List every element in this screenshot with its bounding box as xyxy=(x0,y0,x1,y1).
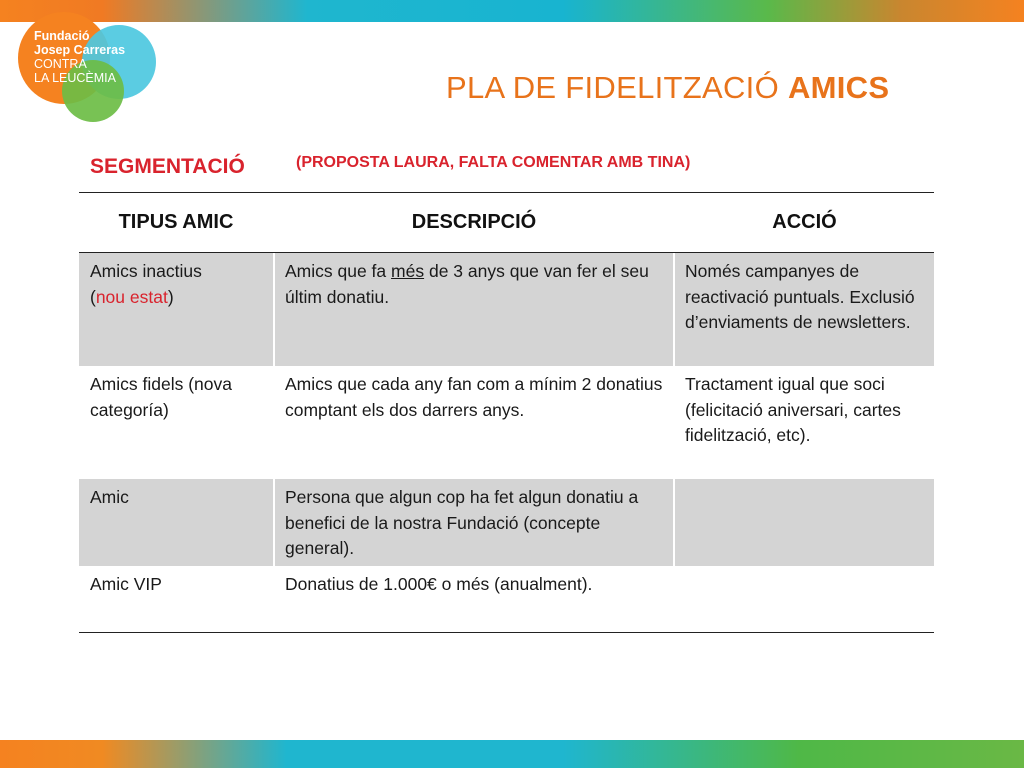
logo-text-line-2: Josep Carreras xyxy=(34,43,126,57)
header-action: ACCIÓ xyxy=(772,211,837,233)
slide-title-main: PLA DE FIDELITZACIÓ xyxy=(446,70,780,105)
logo-text-line-1: Fundació xyxy=(34,29,90,43)
row-type: Amic xyxy=(90,487,129,507)
row-description-underlined: més xyxy=(391,261,425,281)
segmentation-table xyxy=(79,192,934,633)
slide-title-emphasis: AMICS xyxy=(787,70,890,105)
row-type-open-paren: ( xyxy=(90,286,96,307)
row-action xyxy=(675,479,934,566)
row-action: Només campanyes de reactivació puntuals. Exclusió d’enviaments de newsletters. xyxy=(685,261,915,332)
row-description xyxy=(273,253,675,366)
row-description: Persona que algun cop ha fet algun donatiu a benefici de la nostra Fundació (concepte general). xyxy=(273,479,675,566)
slide-title xyxy=(446,70,889,106)
row-description-start: Amics que fa xyxy=(285,261,392,281)
segment-note: (PROPOSTA LAURA, FALTA COMENTAR AMB TINA) xyxy=(296,154,691,171)
table-row xyxy=(79,253,934,366)
row-description: Amics que cada any fan com a mínim 2 donatius comptant els dos darrers anys. xyxy=(273,366,675,479)
logo-text-line-3: CONTRA xyxy=(34,57,87,71)
row-type-note: nou estat xyxy=(95,286,168,307)
row-type-label: Amics inactius xyxy=(90,261,202,281)
row-action xyxy=(675,566,934,632)
segment-heading: SEGMENTACIÓ xyxy=(90,155,245,178)
row-action: Tractament igual que soci (felicitació aniversari, cartes fidelització, etc). xyxy=(685,374,901,445)
row-type: Amics fidels (nova categoría) xyxy=(90,374,232,420)
row-description: Donatius de 1.000€ o més (anualment). xyxy=(273,566,675,632)
foundation-logo xyxy=(18,10,163,122)
row-type xyxy=(79,253,273,366)
row-description-end: de 3 anys que van fer el seu últim donatiu. xyxy=(285,261,649,307)
table-row xyxy=(79,479,934,566)
header-description: DESCRIPCIÓ xyxy=(411,211,537,233)
row-type: Amic VIP xyxy=(90,574,162,594)
table-row xyxy=(79,566,934,632)
row-type-close-paren: ) xyxy=(167,286,174,307)
header-type: TIPUS AMIC xyxy=(118,211,234,233)
bottom-color-band xyxy=(0,740,1024,768)
table-header-row xyxy=(79,193,934,253)
logo-text-line-4: LA LEUCÈMIA xyxy=(34,71,116,85)
table-row xyxy=(79,366,934,479)
